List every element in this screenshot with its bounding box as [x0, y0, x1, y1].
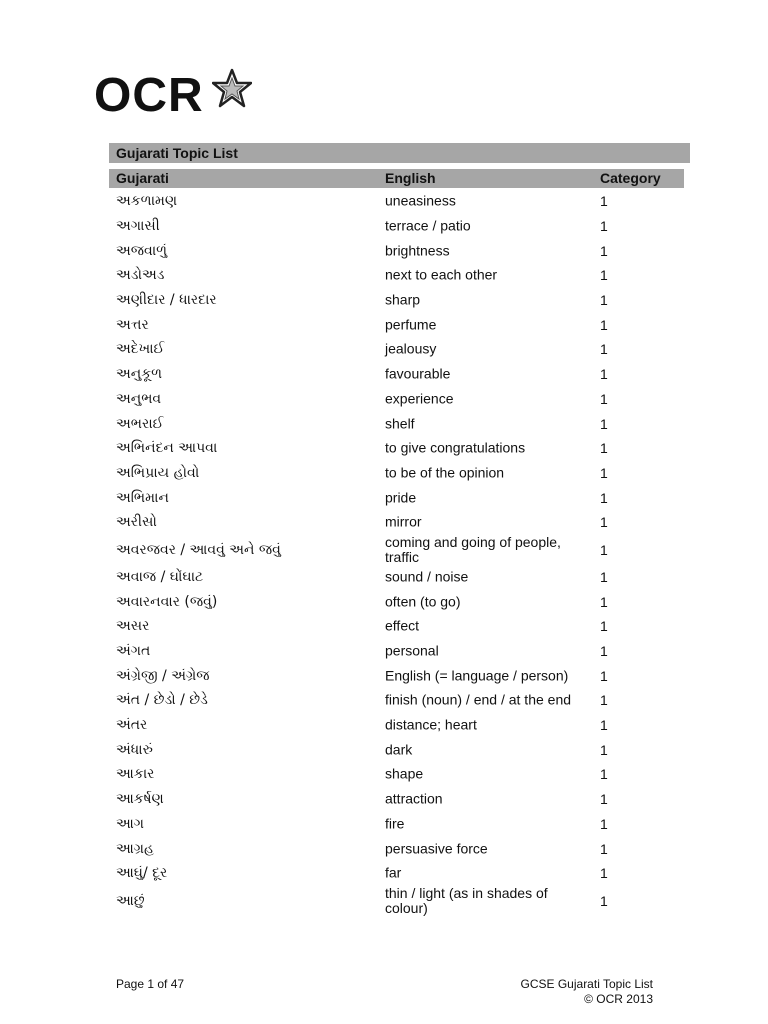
category-cell: 1	[600, 193, 608, 210]
table-row	[109, 737, 684, 762]
english-cell: dark	[385, 741, 413, 758]
english-cell: distance; heart	[385, 716, 477, 733]
table-row	[109, 688, 684, 713]
category-cell: 1	[600, 717, 608, 734]
gujarati-cell: અદેખાઈ	[116, 341, 165, 358]
logo-text: OCR	[94, 69, 204, 122]
category-cell: 1	[600, 667, 608, 684]
english-cell: finish (noun) / end / at the end	[385, 691, 572, 708]
vocabulary-table	[109, 189, 684, 916]
english-cell: brightness	[385, 242, 450, 259]
table-row	[109, 639, 684, 664]
category-cell: 1	[600, 292, 608, 309]
gujarati-cell: અનુભવ	[116, 390, 162, 407]
english-cell: terrace / patio	[385, 217, 471, 234]
gujarati-cell: અવાજ / ઘોંઘાટ	[116, 568, 204, 585]
gujarati-cell: અજવાળું	[116, 242, 168, 259]
english-cell: perfume	[385, 316, 437, 333]
table-row	[109, 263, 684, 288]
category-cell: 1	[600, 892, 608, 909]
table-row	[109, 485, 684, 510]
gujarati-cell: અવરજવર / આવવું અને જવું	[116, 541, 281, 558]
gujarati-cell: અંત / છેડો / છેડે	[116, 692, 208, 709]
gujarati-cell: આઘું/ દૂર	[116, 865, 168, 882]
english-cell: favourable	[385, 365, 451, 382]
gujarati-cell: અભિમાન	[116, 489, 169, 506]
gujarati-cell: અનુકૂળ	[116, 366, 163, 383]
gujarati-cell: અંગત	[116, 643, 151, 660]
ocr-logo	[94, 66, 254, 126]
category-cell: 1	[600, 815, 608, 832]
topic-list-title: Gujarati Topic List	[109, 143, 690, 163]
category-cell: 1	[600, 366, 608, 383]
gujarati-cell: આગ	[116, 815, 145, 832]
table-row	[109, 436, 684, 461]
english-cell: attraction	[385, 790, 443, 807]
copyright: © OCR 2013	[584, 992, 653, 1006]
english-cell: sharp	[385, 291, 421, 308]
english-cell: persuasive force	[385, 840, 488, 857]
table-row	[109, 461, 684, 486]
gujarati-cell: અવારનવાર (જવું)	[116, 593, 218, 610]
category-cell: 1	[600, 541, 608, 558]
gujarati-cell: આકર્ષણ	[116, 791, 164, 808]
category-cell: 1	[600, 643, 608, 660]
gujarati-cell: આકાર	[116, 766, 155, 783]
table-row	[109, 836, 684, 861]
gujarati-cell: અણીદાર / ધારદાર	[116, 292, 217, 309]
table-row	[109, 387, 684, 412]
table-row	[109, 565, 684, 590]
table-row	[109, 362, 684, 387]
category-cell: 1	[600, 440, 608, 457]
footer-info	[521, 977, 654, 1007]
category-cell: 1	[600, 464, 608, 481]
gujarati-cell: અરીસો	[116, 514, 157, 531]
category-cell: 1	[600, 865, 608, 882]
category-cell: 1	[600, 390, 608, 407]
category-cell: 1	[600, 593, 608, 610]
english-cell: experience	[385, 390, 454, 407]
gujarati-cell: અભિપ્રાય હોવો	[116, 464, 200, 481]
english-cell: shape	[385, 765, 424, 782]
gujarati-cell: અસર	[116, 618, 150, 635]
category-cell: 1	[600, 415, 608, 432]
category-cell: 1	[600, 791, 608, 808]
category-cell: 1	[600, 489, 608, 506]
gujarati-cell: અત્તર	[116, 316, 149, 333]
gujarati-cell: અભિનંદન આપવા	[116, 440, 218, 457]
column-header-category: Category	[600, 170, 661, 186]
english-cell: uneasiness	[385, 192, 456, 209]
category-cell: 1	[600, 766, 608, 783]
table-row	[109, 861, 684, 886]
table-row	[109, 713, 684, 738]
category-cell: 1	[600, 218, 608, 235]
category-cell: 1	[600, 840, 608, 857]
gujarati-cell: આછું	[116, 892, 145, 909]
document-title: GCSE Gujarati Topic List	[520, 977, 653, 991]
table-row	[109, 312, 684, 337]
english-cell: pride	[385, 489, 417, 506]
category-cell: 1	[600, 741, 608, 758]
table-row	[109, 238, 684, 263]
column-header-english: English	[385, 170, 436, 186]
table-row	[109, 189, 684, 214]
table-row	[109, 787, 684, 812]
category-cell: 1	[600, 242, 608, 259]
page-number: Page 1 of 47	[116, 977, 185, 991]
english-cell: to be of the opinion	[385, 464, 505, 481]
english-cell: to give congratulations	[385, 439, 526, 456]
gujarati-cell: અંગ્રેજી / અંગ્રેજ	[116, 667, 210, 684]
english-cell: jealousy	[385, 340, 437, 357]
english-cell: far	[385, 864, 402, 881]
table-row	[109, 535, 684, 565]
english-cell: fire	[385, 815, 405, 832]
category-cell: 1	[600, 267, 608, 284]
gujarati-cell: અડોઅડ	[116, 267, 165, 284]
gujarati-cell: અંધારું	[116, 741, 153, 758]
english-cell: coming and going of people, traffic	[385, 533, 561, 565]
english-cell: effect	[385, 617, 419, 634]
table-row	[109, 337, 684, 362]
table-row	[109, 411, 684, 436]
gujarati-cell: આગ્રહ	[116, 840, 154, 857]
table-row	[109, 762, 684, 787]
gujarati-cell: અભરાઈ	[116, 415, 164, 432]
column-header-gujarati: Gujarati	[116, 170, 169, 186]
table-row	[109, 510, 684, 535]
star-icon	[212, 68, 252, 108]
english-cell: English (= language / person)	[385, 667, 569, 684]
gujarati-cell: અકળામણ	[116, 193, 178, 210]
english-cell: personal	[385, 642, 439, 659]
table-row	[109, 614, 684, 639]
category-cell: 1	[600, 568, 608, 585]
table-header	[109, 169, 684, 188]
table-row	[109, 589, 684, 614]
table-row	[109, 214, 684, 239]
gujarati-cell: અગાસી	[116, 218, 160, 235]
english-cell: thin / light (as in shades of colour)	[385, 884, 548, 916]
english-cell: shelf	[385, 415, 415, 432]
category-cell: 1	[600, 514, 608, 531]
english-cell: sound / noise	[385, 568, 469, 585]
category-cell: 1	[600, 316, 608, 333]
category-cell: 1	[600, 341, 608, 358]
english-cell: often (to go)	[385, 593, 461, 610]
english-cell: mirror	[385, 513, 422, 530]
table-row	[109, 288, 684, 313]
category-cell: 1	[600, 692, 608, 709]
category-cell: 1	[600, 618, 608, 635]
english-cell: next to each other	[385, 266, 498, 283]
table-row	[109, 812, 684, 837]
gujarati-cell: અંતર	[116, 717, 148, 734]
table-row	[109, 663, 684, 688]
table-row	[109, 886, 684, 916]
